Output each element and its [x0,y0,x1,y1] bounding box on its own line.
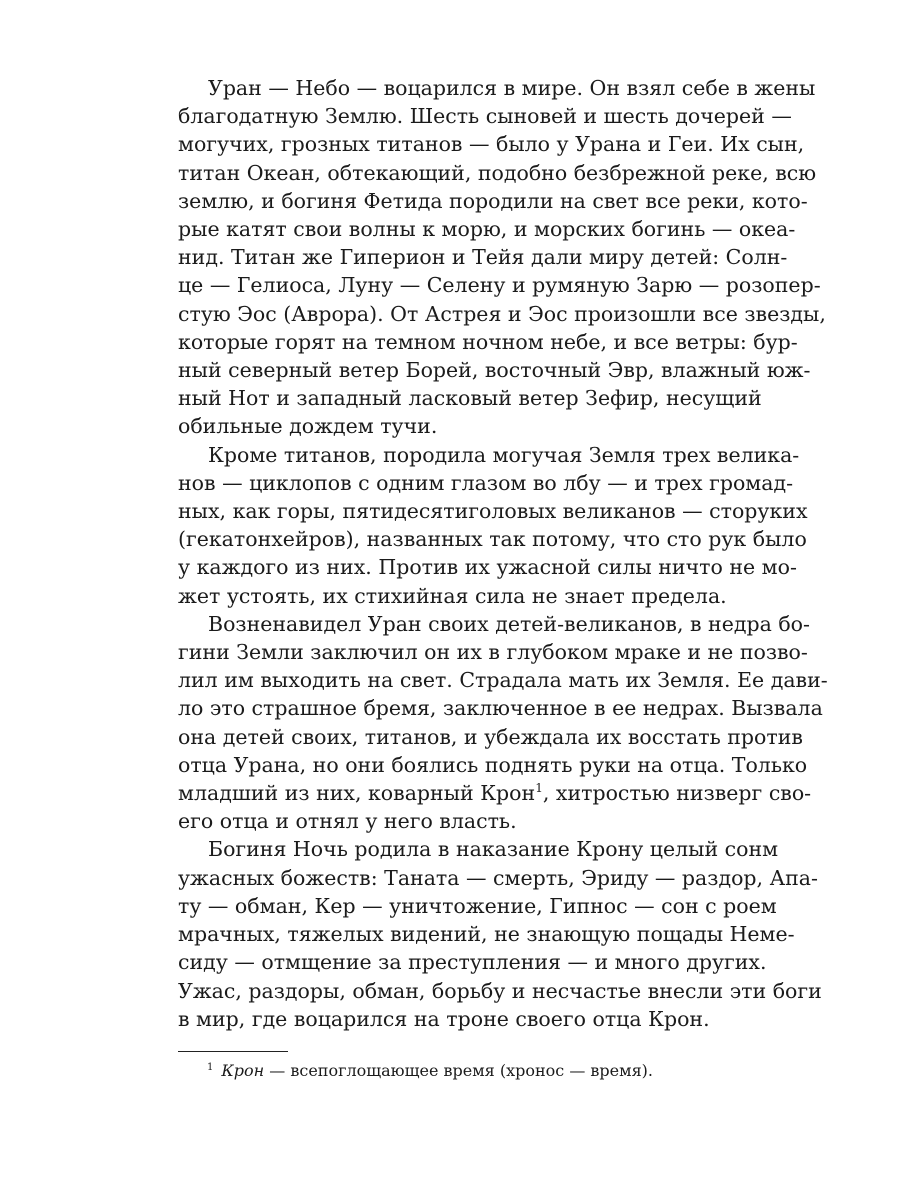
text-line: ный северный ветер Борей, восточный Эвр, влажный юж- [178,358,811,383]
footnote-ref[interactable]: 1 [535,781,543,796]
text-line: нид. Титан же Гиперион и Тейя дали миру детей: Солн- [178,245,788,270]
text-line: Богиня Ночь родила в наказание Крону целый сонм [208,837,779,862]
text-line: она детей своих, титанов, и убеждала их восстать против [178,724,803,749]
text-line: лил им выходить на свет. Страдала мать их Земля. Ее дави- [178,668,828,693]
footnote [207,1060,653,1082]
text-line: ужасных божеств: Таната — смерть, Эриду — раздор, Апа- [178,865,818,890]
text-line: обильные дождем тучи. [178,414,438,439]
text-line: Кроме титанов, породила могучая Земля трех велика- [208,442,800,467]
text-line: землю, и богиня Фетида породили на свет все реки, кото- [178,188,808,213]
text-line: благодатную Землю. Шесть сыновей и шесть дочерей — [178,104,792,129]
text-line: его отца и отнял у него власть. [178,809,517,834]
text-line: рые катят свои волны к морю, и морских богинь — океа- [178,217,796,242]
footnote-text: — всепоглощающее время (хронос — время). [264,1061,653,1080]
text-line: це — Гелиоса, Луну — Селену и румяную Зарю — розопер- [178,273,821,298]
text-line: (гекатонхейров), названных так потому, что сто рук было [178,527,807,552]
page-body [178,74,828,1033]
footnote-divider [178,1051,288,1052]
text-line-with-footnote [178,779,812,807]
text-line: ных, как горы, пятидесятиголовых великанов — сторуких [178,499,808,524]
text-line: отца Урана, но они боялись поднять руки на отца. Только [178,752,808,777]
text-line: ло это страшное бремя, заключенное в ее недрах. Вызвала [178,696,823,721]
text-line: Возненавидел Уран своих детей-великанов, в недра бо- [208,611,810,636]
text-line: титан Океан, обтекающий, подобно безбрежной реке, всю [178,160,817,185]
text-line: могучих, грозных титанов — было у Урана и Геи. Их сын, [178,132,805,157]
footnote-term: Крон [221,1061,265,1080]
text-line: в мир, где воцарился на троне своего отца Крон. [178,1006,710,1031]
paragraph-2 [178,441,808,610]
text-line: мрачных, тяжелых видений, не знающую пощады Неме- [178,922,795,947]
text-line: гини Земли заключил он их в глубоком мраке и не позво- [178,640,808,665]
text-line: Уран — Небо — воцарился в мире. Он взял себе в жены [208,76,816,100]
text-line: у каждого из них. Против их ужасной силы ничто не мо- [178,555,797,580]
text-line: которые горят на темном ночном небе, и все ветры: бур- [178,329,798,354]
paragraph-3 [178,610,828,836]
text-line: Ужас, раздоры, обман, борьбу и несчастье внесли эти боги [178,978,822,1003]
paragraph-1 [178,74,826,441]
text-line: ту — обман, Кер — уничтожение, Гипнос — сон с роем [178,893,777,918]
text-line: нов — циклопов с одним глазом во лбу — и трех громад- [178,470,794,495]
paragraph-4 [178,835,822,1032]
text-line: ный Нот и западный ласковый ветер Зефир, несущий [178,386,762,411]
text-segment: , хитростью низверг сво- [542,781,812,806]
text-line: сиду — отмщение за преступления — и много других. [178,950,767,975]
footnote-mark: 1 [207,1061,214,1073]
text-line: жет устоять, их стихийная сила не знает предела. [178,583,727,608]
text-segment: младший из них, коварный Крон [178,781,536,806]
text-line: стую Эос (Аврора). От Астрея и Эос произошли все звезды, [178,301,826,326]
